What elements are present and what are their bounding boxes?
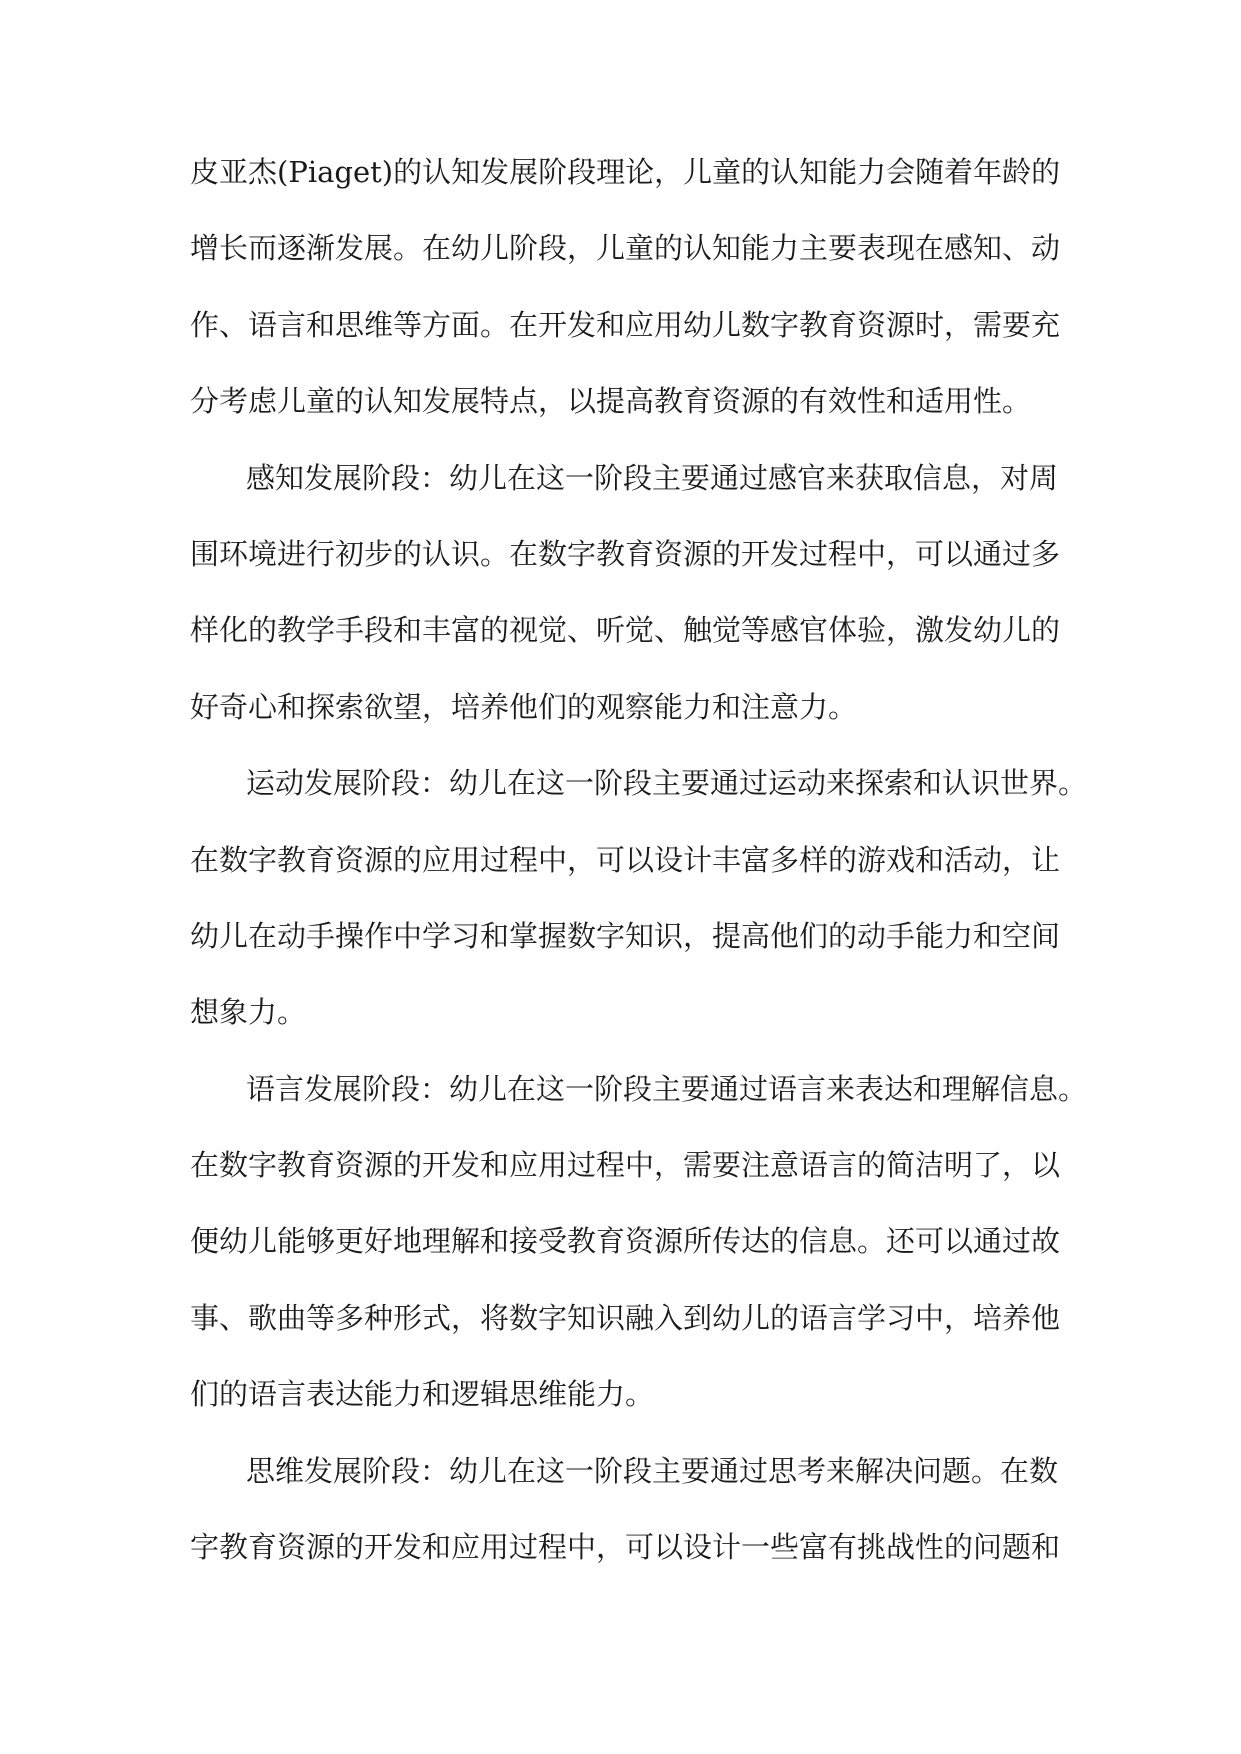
text-line: 们的语言表达能力和逻辑思维能力。 <box>190 1377 655 1412</box>
text-line: 在数字教育资源的应用过程中，可以设计丰富多样的游戏和活动，让 <box>190 842 1061 877</box>
text-line: 事、歌曲等多种形式，将数字知识融入到幼儿的语言学习中，培养他 <box>190 1300 1061 1335</box>
text-line: 围环境进行初步的认识。在数字教育资源的开发过程中，可以通过多 <box>190 536 1061 571</box>
text-line: 想象力。 <box>190 995 307 1030</box>
text-line: 分考虑儿童的认知发展特点，以提高教育资源的有效性和适用性。 <box>190 384 1032 419</box>
paragraph-first-line: 运动发展阶段：幼儿在这一阶段主要通过运动来探索和认识世界。 <box>246 766 1088 801</box>
text-line: 幼儿在动手操作中学习和掌握数字知识，提高他们的动手能力和空间 <box>190 918 1061 953</box>
text-line: 作、语言和思维等方面。在开发和应用幼儿数字教育资源时，需要充 <box>190 307 1061 342</box>
text-line: 好奇心和探索欲望，培养他们的观察能力和注意力。 <box>190 689 858 724</box>
text-line: 样化的教学手段和丰富的视觉、听觉、触觉等感官体验，激发幼儿的 <box>190 613 1061 648</box>
text-line: 皮亚杰(Piaget)的认知发展阶段理论，儿童的认知能力会随着年龄的 <box>190 155 1061 189</box>
text-line: 字教育资源的开发和应用过程中，可以设计一些富有挑战性的问题和 <box>190 1530 1061 1565</box>
paragraph-first-line: 思维发展阶段：幼儿在这一阶段主要通过思考来解决问题。在数 <box>246 1453 1059 1488</box>
text-line: 便幼儿能够更好地理解和接受教育资源所传达的信息。还可以通过故 <box>190 1224 1061 1259</box>
paragraph-first-line: 语言发展阶段：幼儿在这一阶段主要通过语言来表达和理解信息。 <box>246 1071 1088 1106</box>
paragraph-first-line: 感知发展阶段：幼儿在这一阶段主要通过感官来获取信息，对周 <box>246 460 1059 495</box>
text-line: 增长而逐渐发展。在幼儿阶段，儿童的认知能力主要表现在感知、动 <box>190 231 1061 266</box>
body-text <box>190 144 1088 1595</box>
text-line: 在数字教育资源的开发和应用过程中，需要注意语言的简洁明了，以 <box>190 1148 1061 1183</box>
